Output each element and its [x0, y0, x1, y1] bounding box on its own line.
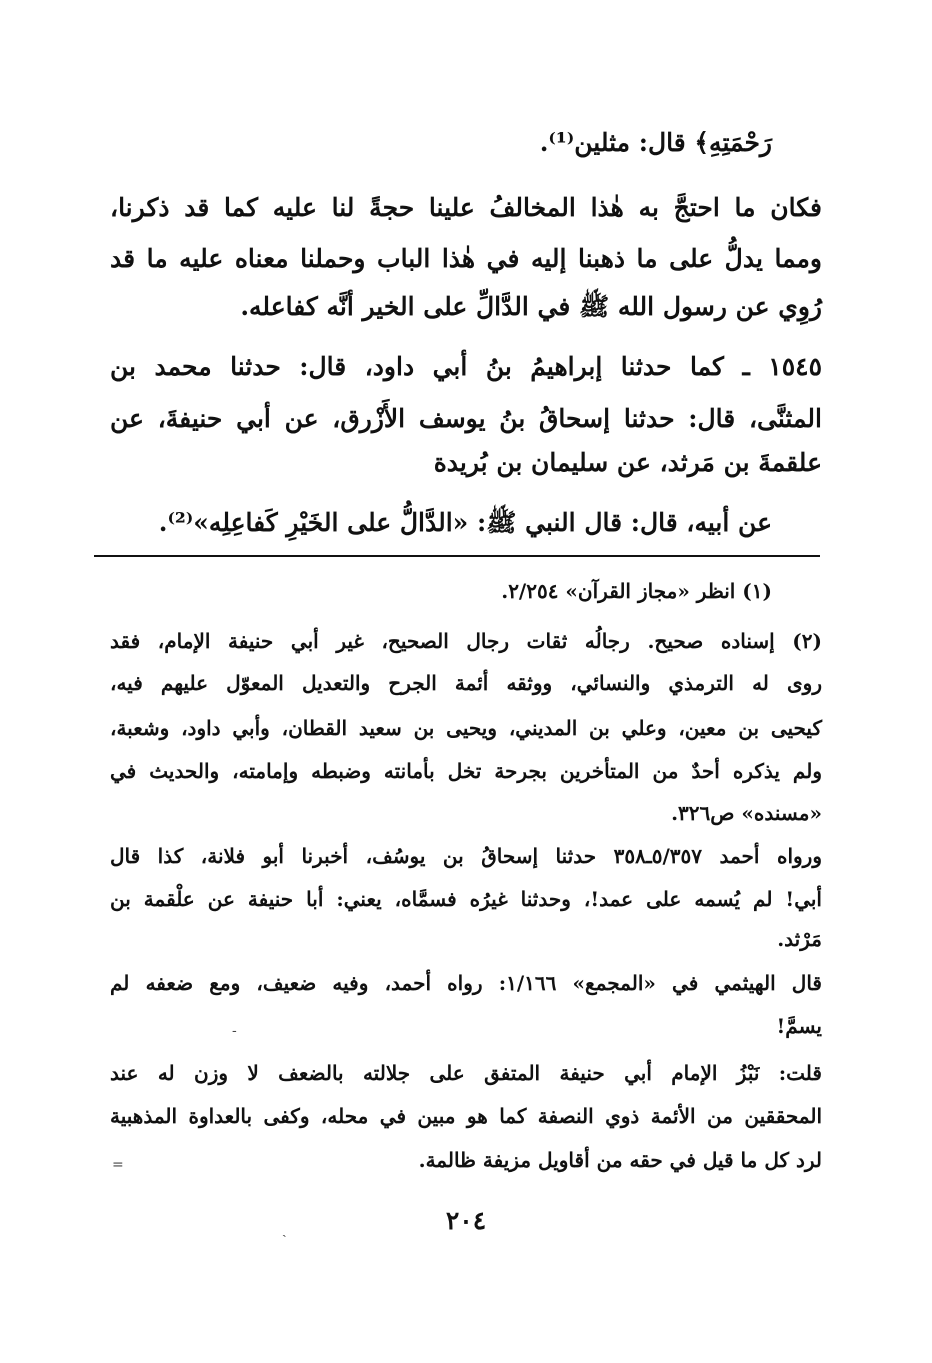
footnote-2-line-10: يسمَّ! [776, 1014, 822, 1038]
footnote-separator [94, 555, 820, 557]
footnote-2-line-11: قلت: نَبْزُ الإمام أبي حنيفة المتفق على جلالته بالضعف لا وزن له عند [110, 1061, 822, 1085]
main-line-1: رَحْمَتِهِ﴾ قال: مثلين⁽¹⁾. [539, 128, 772, 157]
main-line-7: علقمةَ بن مَرثد، عن سليمان بن بُريدة [433, 448, 822, 477]
scan-speck: ˏ [282, 1222, 287, 1238]
main-line-2: فكان ما احتجَّ به هٰذا المخالفُ علينا حجةً لنا عليه كما قد ذكرنا، [110, 193, 822, 222]
footnote-2-line-3: كيحيى بن معين، وعلي بن المديني، ويحيى بن سعيد القطان، وأبي داود، وشعبة، [110, 716, 822, 740]
footnote-2-line-1: (٢) إسناده صحيح. رجالُه ثقات رجال الصحيح، غير أبي حنيفة الإمام، فقد [110, 629, 822, 653]
main-line-4: رُوِي عن رسول الله ﷺ في الدَّالِّ على الخير أنَّه كفاعله. [240, 292, 822, 321]
main-line-6: المثنَّى، قال: حدثنا إسحاقُ بنُ يوسف الأَزْرق، عن أبي حنيفةَ، عن [110, 404, 822, 433]
footnote-2-line-5: «مسنده» ص٣٢٦. [671, 801, 822, 825]
main-line-5: ١٥٤٥ ـ كما حدثنا إبراهيمُ بنُ أبي داود، قال: حدثنا محمد بن [110, 352, 822, 381]
footnote-2-line-12: المحققين من الأئمة ذوي النصفة كما هو مبين في محله، وكفى بالعداوة المذهبية [110, 1104, 822, 1128]
page-number: ٢٠٤ [445, 1206, 487, 1235]
scan-speck: - [232, 1023, 237, 1039]
scan-speck: = [112, 1157, 124, 1173]
footnote-2-line-2: روى له الترمذي والنسائي، ووثقه أئمة الجرح والتعديل المعوّل عليهم فيه، [110, 671, 822, 695]
main-line-3: ومما يدلُّ على ما ذهبنا إليه في هٰذا الباب وحملنا معناه عليه ما قد [110, 244, 822, 273]
main-line-8: عن أبيه، قال: قال النبي ﷺ: «الدَّالُّ على الخَيْرِ كَفاعِلِه»⁽²⁾. [158, 508, 772, 537]
footnote-2-line-6: ورواه أحمد ٥/٣٥٧ـ٣٥٨ حدثنا إسحاقُ بن يوسُف، أخبرنا أبو فلانة، كذا قال [110, 844, 822, 868]
footnote-1: (١) انظر «مجاز القرآن» ٢/٢٥٤. [501, 579, 772, 603]
footnote-2-line-7: أبي! لم يُسمه على عمد!، وحدثنا غيرُه فسمَّاه، يعني: أبا حنيفة عن علْقمة بن [110, 887, 822, 911]
footnote-2-line-8: مَرْثد. [777, 927, 822, 951]
footnote-2-line-13: لرد كل ما قيل في حقه من أقاويل مزيفة ظالمة. [418, 1148, 822, 1172]
footnote-2-line-9: قال الهيثمي في «المجمع» ١/١٦٦: رواه أحمد، وفيه ضعيف، ومع ضعفه لم [110, 971, 822, 995]
footnote-2-line-4: ولم يذكره أحدٌ من المتأخرين بجرحة تخل بأمانته وضبطه وإمامته، والحديث في [110, 759, 822, 783]
